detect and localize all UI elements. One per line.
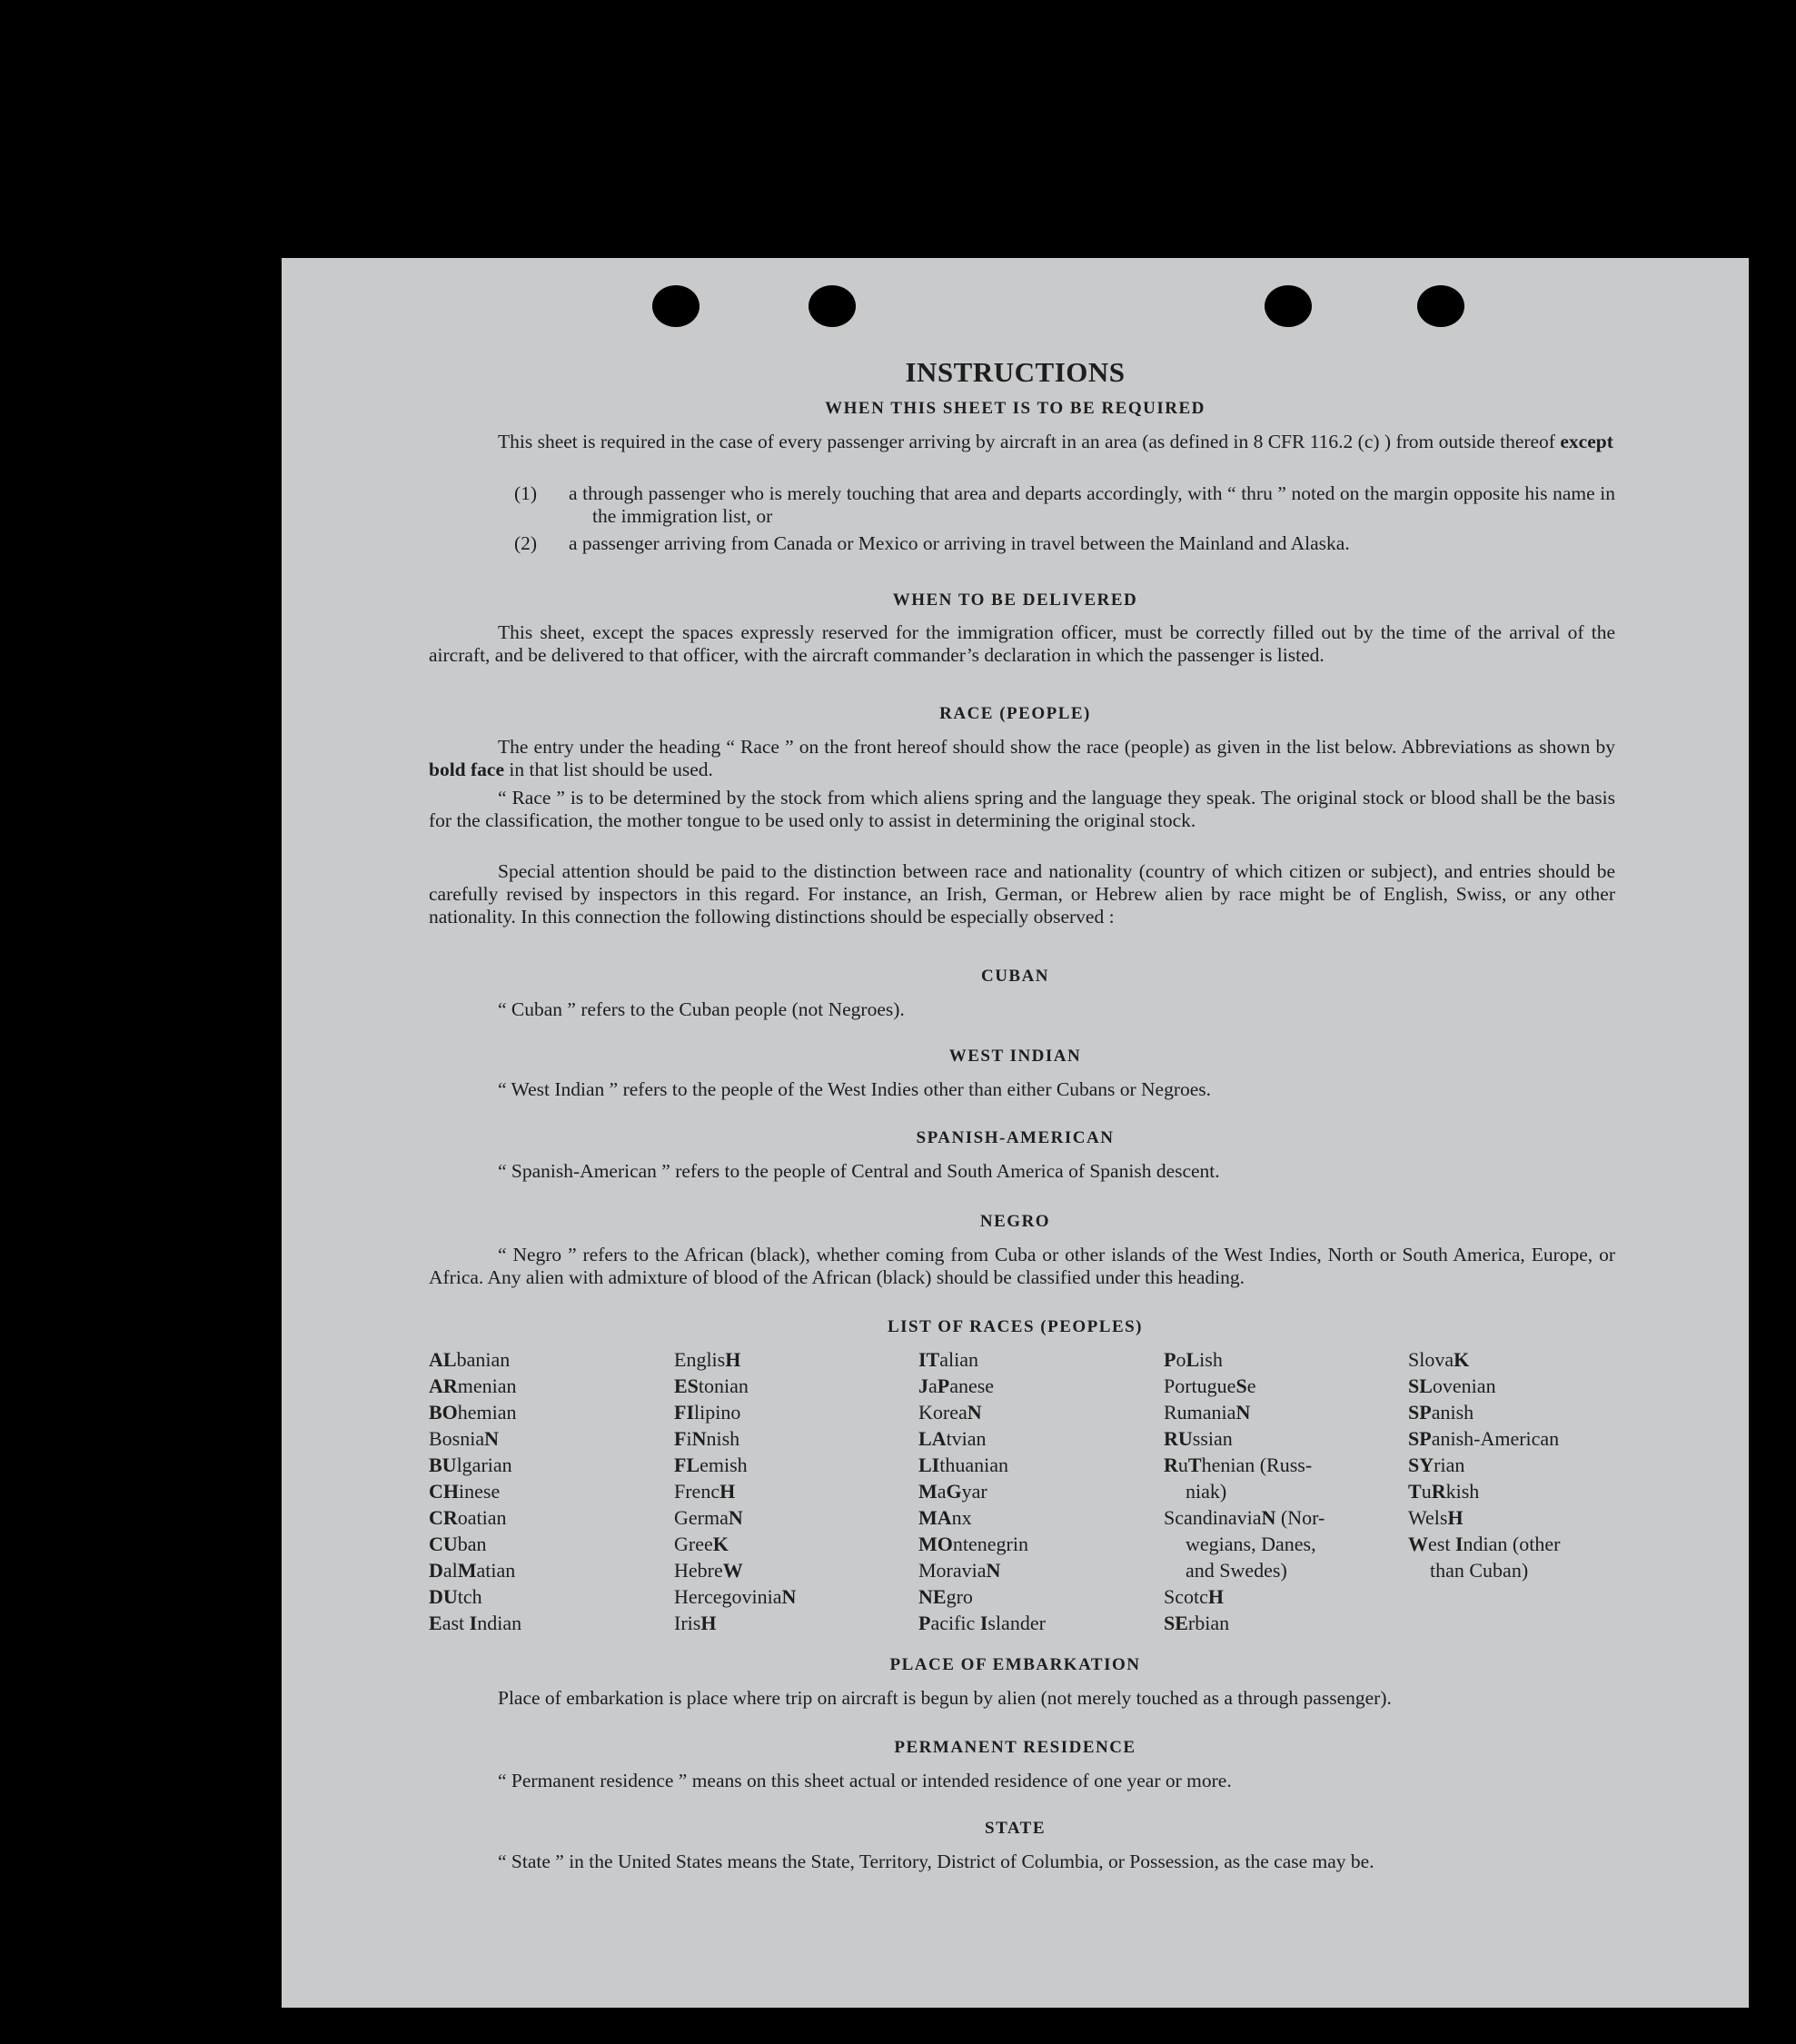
race-abbreviation: I <box>979 1612 988 1634</box>
race-abbreviation: SL <box>1408 1374 1433 1397</box>
race-text: Hebre <box>674 1559 723 1582</box>
race-abbreviation: G <box>946 1480 962 1503</box>
race-text: yar <box>961 1480 987 1503</box>
race-text: rbian <box>1187 1612 1230 1634</box>
race-entry <box>918 1399 1046 1425</box>
race-entry <box>674 1504 796 1531</box>
race-entry <box>918 1531 1046 1557</box>
race-abbreviation: BU <box>429 1454 457 1476</box>
race-column-2 <box>674 1346 796 1636</box>
race-abbreviation: RU <box>1164 1427 1193 1450</box>
race-abbreviation: F <box>674 1427 687 1450</box>
race-text: kish <box>1445 1480 1480 1503</box>
race-entry <box>429 1583 521 1610</box>
race-abbreviation: W <box>1408 1533 1428 1555</box>
punch-hole-2 <box>809 285 856 327</box>
item-1-text: a through passenger who is merely touching that area and departs accordingly, with “ thru ” noted on the margin opposite his name in the immigration list, or <box>569 482 1615 527</box>
race-abbreviation: L <box>1186 1348 1200 1371</box>
race-abbreviation: SE <box>1164 1612 1188 1634</box>
race-text: banian <box>456 1348 511 1371</box>
race-text: Rumania <box>1164 1401 1236 1424</box>
race-entry <box>1164 1557 1325 1583</box>
race-entry <box>429 1373 521 1399</box>
race-entry <box>1164 1531 1325 1557</box>
race-entry <box>429 1346 521 1373</box>
required-intro <box>429 431 1615 453</box>
race-entry <box>1164 1346 1325 1373</box>
race-text: Gree <box>674 1533 713 1555</box>
race-p1-bold: bold face <box>429 759 505 780</box>
required-item-2 <box>514 532 1615 555</box>
race-text: slander <box>987 1612 1046 1634</box>
race-entry <box>918 1452 1046 1478</box>
race-abbreviation: K <box>712 1533 729 1555</box>
race-entry <box>674 1452 796 1478</box>
race-entry <box>918 1583 1046 1610</box>
race-text: est <box>1428 1533 1455 1555</box>
race-abbreviation: LI <box>918 1454 940 1476</box>
race-abbreviation: S <box>1235 1374 1247 1397</box>
race-text: niak) <box>1186 1480 1227 1503</box>
race-abbreviation: CR <box>429 1506 458 1529</box>
race-entry <box>674 1373 796 1399</box>
race-text: Scandinavia <box>1164 1506 1262 1529</box>
heading-permanent-residence: PERMANENT RESIDENCE <box>894 1738 1136 1757</box>
punch-hole-1 <box>652 285 700 327</box>
race-text: menian <box>457 1374 517 1397</box>
race-entry <box>674 1531 796 1557</box>
race-text: hemian <box>457 1401 517 1424</box>
race-entry <box>1164 1478 1325 1504</box>
item-2-number: (2) <box>514 532 538 554</box>
race-text: Scotc <box>1164 1585 1208 1608</box>
race-text: emish <box>700 1454 748 1476</box>
race-abbreviation: CU <box>429 1533 458 1555</box>
race-text: rian <box>1434 1454 1465 1476</box>
race-entry <box>674 1610 796 1636</box>
race-abbreviation: M <box>918 1480 938 1503</box>
race-text: Wels <box>1408 1506 1448 1529</box>
required-intro-except: except <box>1560 431 1613 452</box>
race-abbreviation: H <box>725 1348 741 1371</box>
race-abbreviation: T <box>1187 1454 1202 1476</box>
race-text: tch <box>457 1585 482 1608</box>
race-entry <box>1164 1452 1325 1478</box>
race-column-1 <box>429 1346 521 1636</box>
race-text: i <box>686 1427 692 1450</box>
race-text: oatian <box>457 1506 507 1529</box>
race-text: u <box>1421 1480 1432 1503</box>
race-text: thuanian <box>939 1454 1009 1476</box>
race-abbreviation: J <box>918 1374 928 1397</box>
page-title: INSTRUCTIONS <box>905 356 1126 388</box>
race-text: anish <box>1431 1401 1474 1424</box>
race-abbreviation: N <box>1235 1401 1251 1424</box>
race-paragraph-2: “ Race ” is to be determined by the stock from which aliens spring and the language they speak. The original stock or blood shall be the basis for the classification, the mother tongue to be used only to assist in determining the original stock. <box>429 787 1615 831</box>
race-entry <box>429 1557 521 1583</box>
heading-cuban: CUBAN <box>980 967 1050 986</box>
race-abbreviation: H <box>1207 1585 1225 1608</box>
race-paragraph-1 <box>429 736 1615 781</box>
item-2-text: a passenger arriving from Canada or Mexico or arriving in travel between the Mainland and Alaska. <box>569 532 1350 554</box>
race-abbreviation: P <box>918 1612 931 1634</box>
race-entry <box>674 1346 796 1373</box>
race-text: ban <box>457 1533 487 1555</box>
race-entry <box>918 1346 1046 1373</box>
race-text: a <box>928 1374 938 1397</box>
instruction-sheet <box>282 258 1749 2008</box>
race-entry <box>918 1557 1046 1583</box>
race-entry <box>429 1610 521 1636</box>
race-text: tonian <box>698 1374 749 1397</box>
race-entry <box>1164 1504 1325 1531</box>
heading-when-delivered: WHEN TO BE DELIVERED <box>892 590 1138 610</box>
race-entry <box>674 1425 796 1452</box>
race-text: ish <box>1199 1348 1223 1371</box>
race-text: and Swedes) <box>1186 1559 1287 1582</box>
race-abbreviation: ES <box>674 1374 699 1397</box>
race-text: ast <box>442 1612 470 1634</box>
race-abbreviation: MO <box>918 1533 953 1555</box>
race-entry <box>918 1373 1046 1399</box>
race-entry <box>918 1610 1046 1636</box>
race-entry <box>918 1504 1046 1531</box>
race-text: Englis <box>674 1348 726 1371</box>
race-abbreviation: N <box>728 1506 743 1529</box>
race-paragraph-3: Special attention should be paid to the distinction between race and nationality (country of which citizen or subject), and entries should be carefully revised by inspectors in this regard. For instance, an Irish, German, or Hebrew alien by race might be of English, Swiss, or any other nationality. In this connection the following distinctions should be especially observed : <box>429 860 1615 928</box>
race-text: Germa <box>674 1506 729 1529</box>
race-entry <box>674 1557 796 1583</box>
race-text: al <box>442 1559 458 1582</box>
race-abbreviation: FI <box>674 1401 694 1424</box>
race-abbreviation: AL <box>429 1348 457 1371</box>
race-text: ndian (other <box>1463 1533 1561 1555</box>
race-text: e <box>1246 1374 1256 1397</box>
race-abbreviation: N <box>781 1585 797 1608</box>
race-entry <box>1408 1373 1560 1399</box>
race-text: ndian <box>477 1612 522 1634</box>
race-entry <box>674 1399 796 1425</box>
race-abbreviation: LA <box>918 1427 947 1450</box>
race-abbreviation: CH <box>429 1480 459 1503</box>
race-abbreviation: P <box>937 1374 950 1397</box>
race-abbreviation: R <box>1164 1454 1178 1476</box>
race-entry <box>1408 1346 1560 1373</box>
race-text: a <box>937 1480 947 1503</box>
race-column-3 <box>918 1346 1046 1636</box>
race-abbreviation: BO <box>429 1401 458 1424</box>
race-abbreviation: R <box>1431 1480 1446 1503</box>
race-text: gro <box>946 1585 973 1608</box>
race-column-4 <box>1164 1346 1325 1636</box>
race-text: (Nor- <box>1275 1506 1325 1529</box>
race-abbreviation: P <box>1164 1348 1176 1371</box>
race-text: Slova <box>1408 1348 1454 1371</box>
race-text: tvian <box>946 1427 987 1450</box>
race-text: nish <box>706 1427 740 1450</box>
negro-text: “ Negro ” refers to the African (black), whether coming from Cuba or other islands of the West Indies, North or South America, Europe, or Africa. Any alien with admixture of blood of the African (black) should be classified under this heading. <box>429 1244 1615 1288</box>
race-abbreviation: FL <box>674 1454 700 1476</box>
race-entry <box>429 1452 521 1478</box>
embarkation-text: Place of embarkation is place where trip on aircraft is begun by alien (not merely touched as a through passenger). <box>498 1687 1392 1709</box>
race-abbreviation: M <box>457 1559 477 1582</box>
race-abbreviation: N <box>967 1401 982 1424</box>
race-text: ntenegrin <box>952 1533 1028 1555</box>
race-text: acific <box>930 1612 980 1634</box>
race-text: Iris <box>674 1612 701 1634</box>
race-text: o <box>1176 1348 1186 1371</box>
race-entry <box>1164 1373 1325 1399</box>
race-abbreviation: W <box>722 1559 743 1582</box>
state-text: “ State ” in the United States means the State, Territory, District of Columbia, or Possession, as the case may be. <box>498 1851 1374 1872</box>
race-text: nx <box>951 1506 972 1529</box>
race-entry <box>1408 1452 1560 1478</box>
heading-when-required: WHEN THIS SHEET IS TO BE REQUIRED <box>825 399 1206 418</box>
race-text: alian <box>939 1348 979 1371</box>
race-abbreviation: AR <box>429 1374 458 1397</box>
delivered-text: This sheet, except the spaces expressly reserved for the immigration officer, must be correctly filled out by the time of the arrival of the aircraft, and be delivered to that officer, with the aircraft commander’s declaration in which the passenger is listed. <box>429 621 1615 666</box>
race-text: inese <box>459 1480 501 1503</box>
race-entry <box>1164 1425 1325 1452</box>
race-text: Bosnia <box>429 1427 485 1450</box>
race-abbreviation: MA <box>918 1506 952 1529</box>
race-abbreviation: SP <box>1408 1427 1432 1450</box>
heading-state: STATE <box>985 1819 1046 1838</box>
race-entry <box>674 1478 796 1504</box>
race-text: than Cuban) <box>1430 1559 1529 1582</box>
race-abbreviation: N <box>691 1427 707 1450</box>
race-p1-a: The entry under the heading “ Race ” on the front hereof should show the race (people) as given in the list below. Abbreviations as shown by <box>498 736 1615 758</box>
race-entry <box>674 1583 796 1610</box>
race-text: wegians, Danes, <box>1186 1533 1316 1555</box>
item-1-number: (1) <box>514 482 538 504</box>
race-text: ssian <box>1192 1427 1233 1450</box>
race-text: lipino <box>694 1401 741 1424</box>
race-abbreviation: SY <box>1408 1454 1434 1476</box>
race-entry <box>1408 1425 1560 1452</box>
heading-place-of-embarkation: PLACE OF EMBARKATION <box>889 1655 1141 1674</box>
race-text: Korea <box>918 1401 967 1424</box>
race-entry <box>1408 1504 1560 1531</box>
race-abbreviation: H <box>719 1480 736 1503</box>
race-entry <box>429 1425 521 1452</box>
race-abbreviation: SP <box>1408 1401 1432 1424</box>
heading-list-of-races: LIST OF RACES (PEOPLES) <box>887 1317 1144 1336</box>
race-entry <box>1408 1557 1560 1583</box>
residence-text: “ Permanent residence ” means on this sheet actual or intended residence of one year or more. <box>498 1770 1232 1791</box>
race-abbreviation: H <box>700 1612 717 1634</box>
race-text: ovenian <box>1432 1374 1496 1397</box>
race-entry <box>1408 1531 1560 1557</box>
race-entry <box>1164 1610 1325 1636</box>
race-entry <box>429 1531 521 1557</box>
race-abbreviation: N <box>1261 1506 1276 1529</box>
required-item-1 <box>514 482 1615 528</box>
race-abbreviation: I <box>469 1612 478 1634</box>
west-indian-text: “ West Indian ” refers to the people of the West Indies other than either Cubans or Negroes. <box>498 1078 1212 1100</box>
race-abbreviation: K <box>1454 1348 1470 1371</box>
punch-hole-3 <box>1265 285 1312 327</box>
race-text: henian (Russ- <box>1201 1454 1313 1476</box>
race-text: Moravia <box>918 1559 987 1582</box>
race-abbreviation: T <box>1408 1480 1422 1503</box>
race-abbreviation: IT <box>918 1348 940 1371</box>
race-entry <box>1408 1478 1560 1504</box>
race-abbreviation: I <box>1454 1533 1464 1555</box>
race-abbreviation: NE <box>918 1585 947 1608</box>
race-entry <box>429 1399 521 1425</box>
race-abbreviation: N <box>986 1559 1001 1582</box>
race-text: anese <box>949 1374 995 1397</box>
race-abbreviation: N <box>484 1427 500 1450</box>
race-text: atian <box>476 1559 516 1582</box>
race-entry <box>1408 1399 1560 1425</box>
cuban-text: “ Cuban ” refers to the Cuban people (not Negroes). <box>498 998 905 1020</box>
race-abbreviation: E <box>429 1612 442 1634</box>
race-entry <box>918 1478 1046 1504</box>
race-column-5 <box>1408 1346 1560 1583</box>
race-text: lgarian <box>456 1454 512 1476</box>
heading-race: RACE (PEOPLE) <box>939 704 1091 723</box>
race-abbreviation: H <box>1447 1506 1464 1529</box>
race-text: Hercegovinia <box>674 1585 782 1608</box>
race-entry <box>918 1425 1046 1452</box>
race-text: u <box>1177 1454 1188 1476</box>
heading-spanish-american: SPANISH-AMERICAN <box>916 1128 1115 1147</box>
race-abbreviation: D <box>429 1559 443 1582</box>
race-entry <box>1164 1583 1325 1610</box>
spanish-american-text: “ Spanish-American ” refers to the people of Central and South America of Spanish descent. <box>498 1160 1220 1182</box>
race-entry <box>429 1478 521 1504</box>
race-text: Portugue <box>1164 1374 1236 1397</box>
race-text: anish-American <box>1431 1427 1560 1450</box>
heading-negro: NEGRO <box>979 1212 1051 1231</box>
race-text: Frenc <box>674 1480 720 1503</box>
punch-hole-4 <box>1417 285 1464 327</box>
required-intro-text: This sheet is required in the case of every passenger arriving by aircraft in an area (as defined in 8 CFR 116.2 (c) ) from outside thereof <box>498 431 1555 452</box>
race-p1-b: in that list should be used. <box>509 759 713 780</box>
race-abbreviation: DU <box>429 1585 458 1608</box>
race-entry <box>429 1504 521 1531</box>
heading-west-indian: WEST INDIAN <box>948 1047 1082 1066</box>
race-entry <box>1164 1399 1325 1425</box>
